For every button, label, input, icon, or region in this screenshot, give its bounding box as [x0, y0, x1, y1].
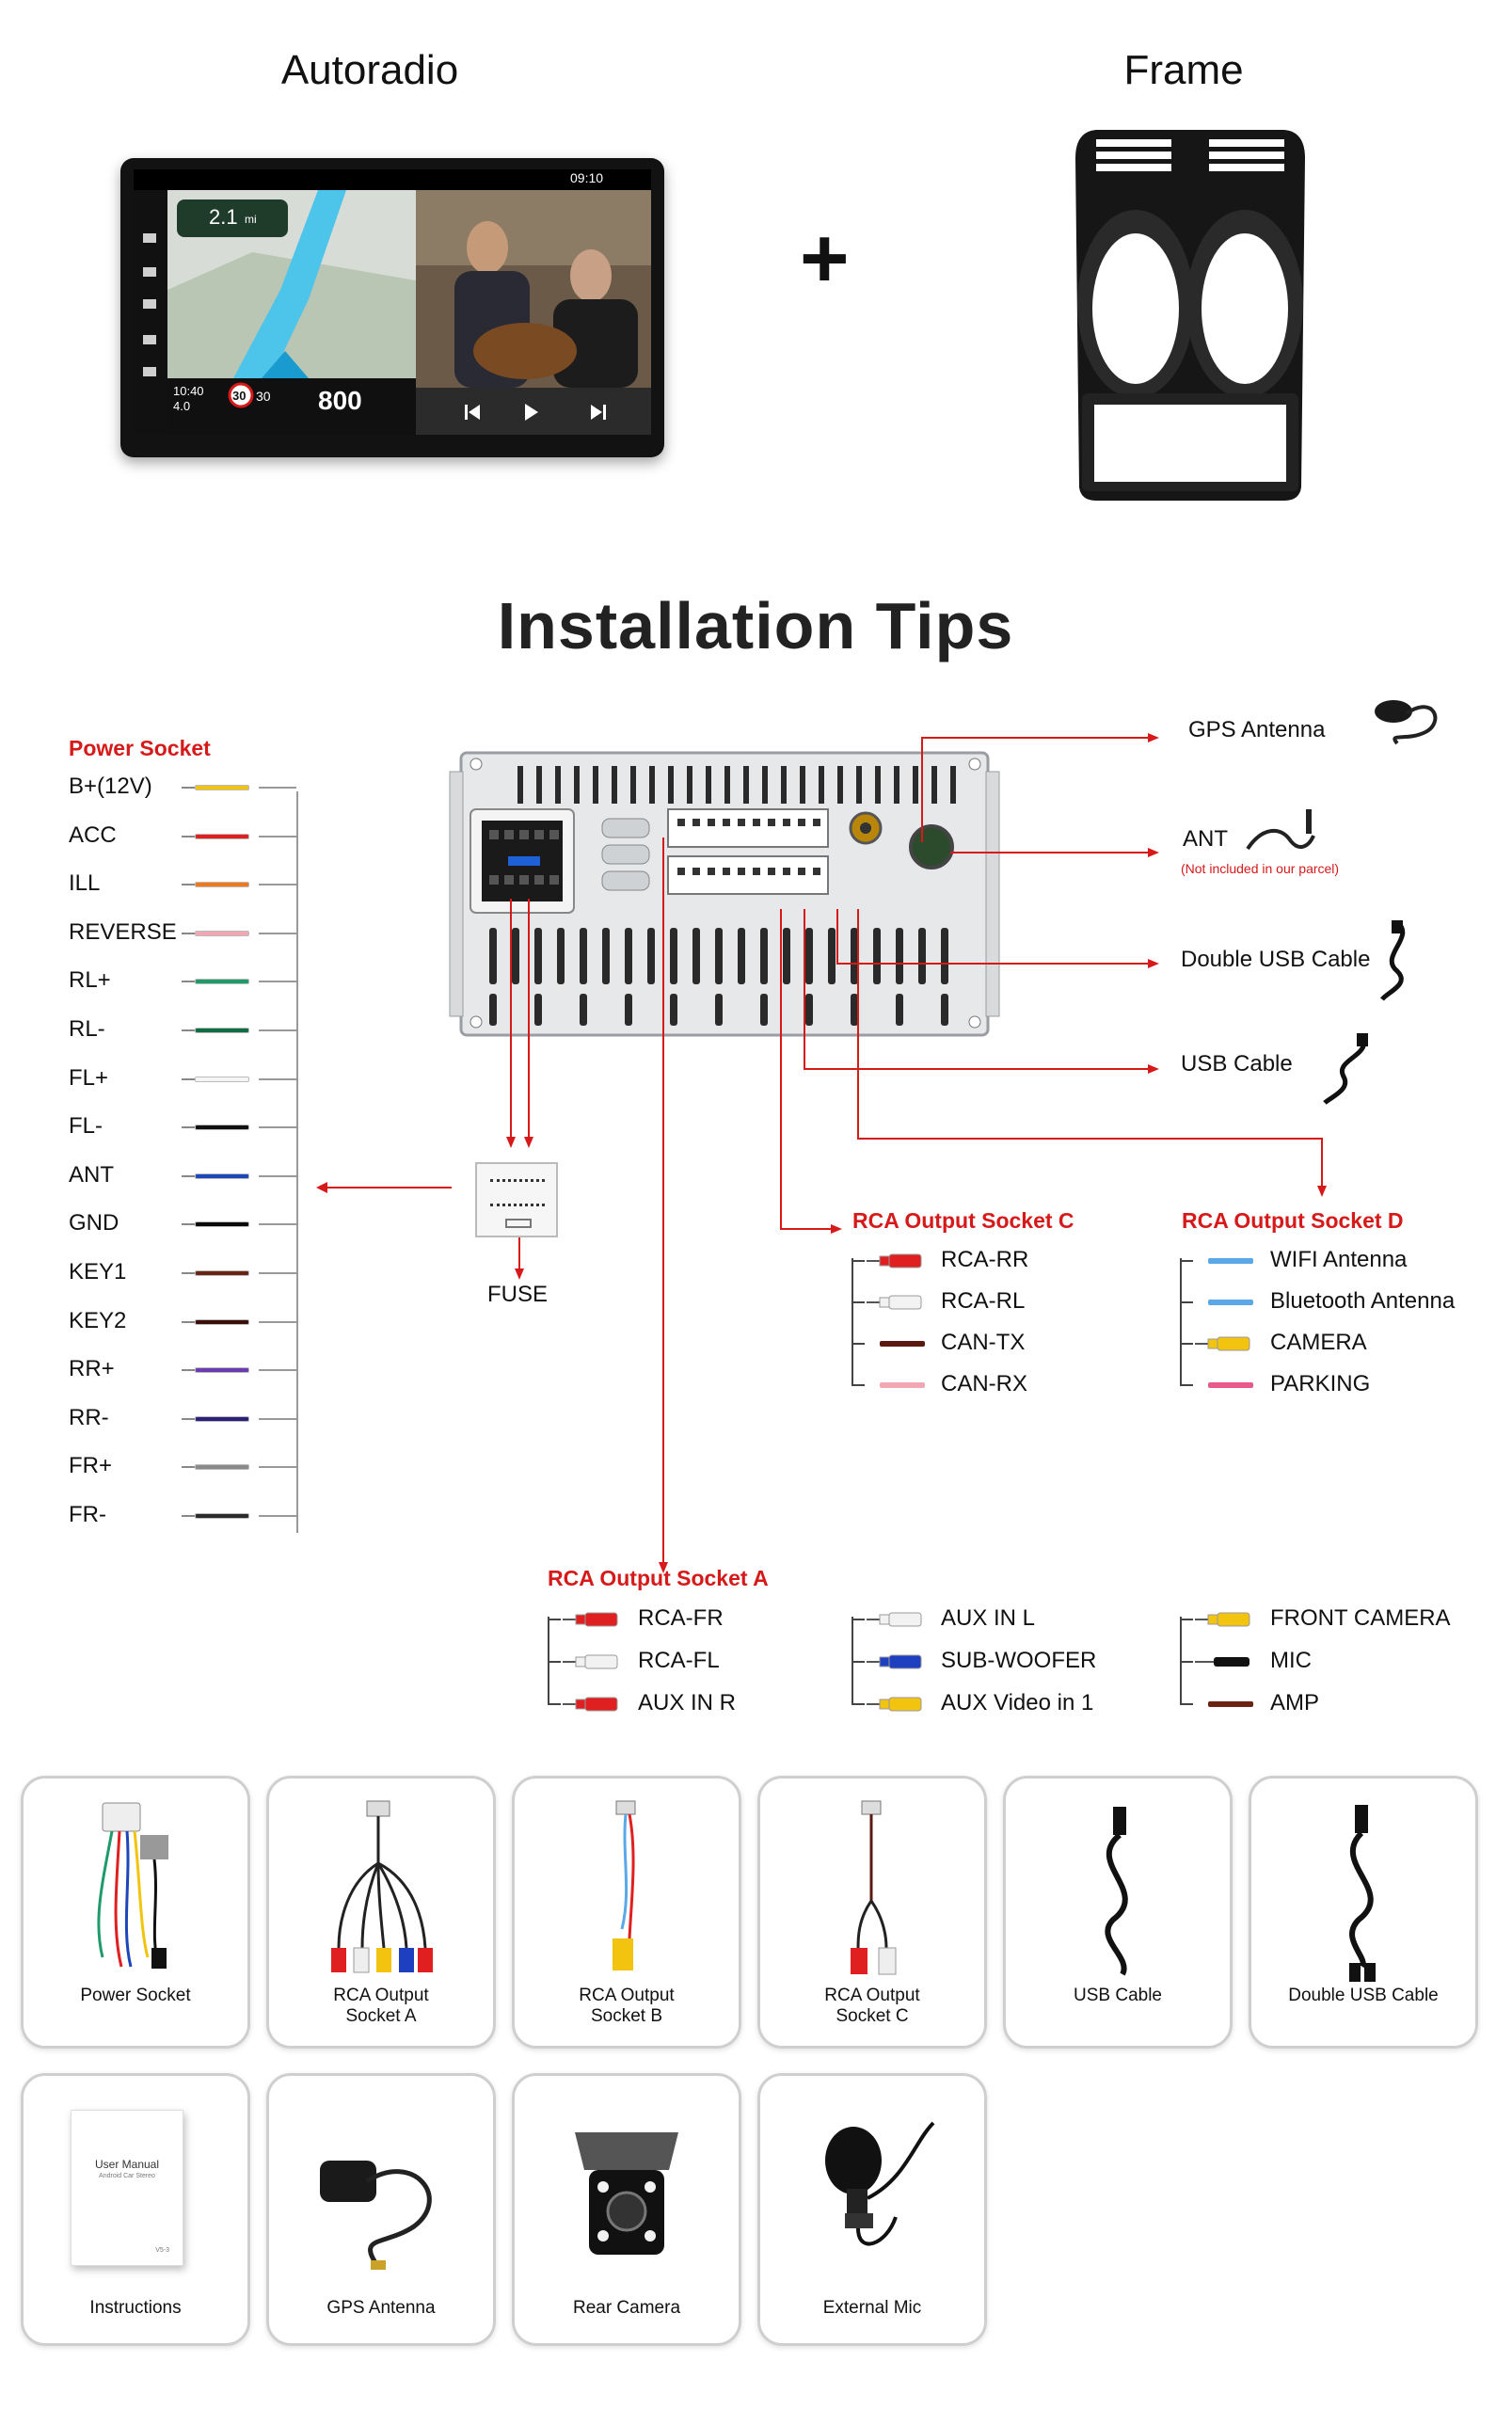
socket-wire-swatch: [880, 1382, 925, 1388]
usb-cable-icon: [1006, 1797, 1230, 1989]
socket-item-label: AUX IN L: [941, 1605, 1036, 1631]
rca-harness-b-icon: [515, 1797, 739, 1989]
rca-plug-icon: [867, 1294, 925, 1311]
fuse-box-icon: [475, 1162, 558, 1237]
power-wire-label: FL-: [69, 1113, 103, 1140]
gps-antenna-icon: [1369, 685, 1444, 751]
power-wire-label: RR+: [69, 1356, 115, 1382]
socket-stub-line: [548, 1661, 561, 1663]
power-socket-title: Power Socket: [69, 736, 211, 760]
gps-antenna-icon: [269, 2095, 493, 2287]
power-wire-label: ANT: [69, 1161, 114, 1188]
power-wire-label: FR-: [69, 1502, 106, 1527]
socket-bracket-line: [1180, 1258, 1182, 1386]
socket-item-label: RCA-RL: [941, 1288, 1026, 1314]
socket-item-label: RCA-RR: [941, 1247, 1029, 1272]
power-wire-label: RL-: [69, 1016, 105, 1042]
fuse-label: FUSE: [487, 1282, 549, 1307]
rca-plug-icon: [867, 1696, 925, 1713]
socket-item-label: SUB-WOOFER: [941, 1648, 1097, 1673]
manual-title: User Manual: [94, 2158, 160, 2171]
screen-remaining: 800: [318, 386, 362, 415]
rca-plug-icon: [1195, 1611, 1253, 1628]
socket-stub-line: [851, 1703, 865, 1705]
socket-stub-line: [1180, 1619, 1193, 1620]
rca-plug-icon: [563, 1696, 621, 1713]
rca-plug-icon: [867, 1653, 925, 1670]
rca-plug-icon: [867, 1252, 925, 1269]
power-wire-label: FL+: [69, 1064, 109, 1091]
screen-speed-limit: 30: [232, 389, 247, 403]
screen-clock: 09:10: [570, 170, 604, 185]
accessory-card: [21, 1776, 250, 2049]
ant-label: ANT: [1183, 826, 1228, 852]
ant-cable-icon: [1244, 807, 1319, 856]
rca-plug-icon: [867, 1611, 925, 1628]
accessory-label: RCA Output Socket C: [824, 1986, 920, 2026]
accessory-label: GPS Antenna: [326, 2298, 436, 2318]
power-wire-label: KEY2: [69, 1307, 127, 1333]
socket-wire-swatch: [1208, 1701, 1253, 1707]
screen-distance-unit: mi: [245, 213, 257, 226]
accessory-label: RCA Output Socket A: [333, 1986, 429, 2026]
socket-c-title: RCA Output Socket C: [852, 1208, 1074, 1233]
socket-item-label: AMP: [1270, 1690, 1320, 1715]
socket-stub-line: [1180, 1384, 1193, 1386]
socket-stub-line: [851, 1343, 865, 1345]
power-wire-label: B+(12V): [69, 774, 152, 799]
manual-icon: [71, 2110, 183, 2266]
socket-stub-line: [851, 1384, 865, 1386]
power-wire-label: RL+: [69, 967, 111, 994]
socket-item-label: PARKING: [1270, 1371, 1371, 1396]
socket-stub-line: [548, 1703, 561, 1705]
accessory-card: [266, 2073, 496, 2346]
accessory-label: USB Cable: [1074, 1986, 1162, 2005]
socket-item-label: CAMERA: [1270, 1330, 1367, 1355]
screen-distance: 2.1: [209, 205, 238, 229]
socket-bracket-line: [851, 1258, 853, 1386]
socket-item-label: MIC: [1270, 1648, 1312, 1673]
socket-d-title: RCA Output Socket D: [1182, 1208, 1404, 1233]
power-wire-label: RR-: [69, 1404, 109, 1430]
socket-wire-swatch: [1208, 1258, 1253, 1264]
rca-plug-icon: [1195, 1335, 1253, 1352]
socket-wire-swatch: [1208, 1382, 1253, 1388]
accessory-card: [512, 1776, 741, 2049]
usb-cable-small-icon: [1315, 1031, 1376, 1107]
screen-speed: 30: [256, 389, 271, 404]
accessory-label: RCA Output Socket B: [579, 1986, 675, 2026]
accessory-card: [21, 2073, 250, 2346]
accessory-card: [1249, 1776, 1478, 2049]
power-wire-label: ACC: [69, 822, 117, 848]
double-usb-label: Double USB Cable: [1181, 947, 1371, 972]
socket-stub-line: [1180, 1343, 1193, 1345]
socket-item-label: FRONT CAMERA: [1270, 1605, 1451, 1631]
socket-item-label: AUX IN R: [638, 1690, 737, 1715]
socket-item-label: RCA-FR: [638, 1605, 724, 1631]
socket-wire-swatch: [1208, 1300, 1253, 1305]
mic-plug-icon: [1195, 1655, 1253, 1668]
socket-stub-line: [548, 1619, 561, 1620]
power-socket-harness-icon: [24, 1797, 247, 1989]
accessory-card: [512, 2073, 741, 2346]
double-usb-cable-icon: [1251, 1797, 1475, 1989]
accessory-card: [1003, 1776, 1233, 2049]
socket-item-label: RCA-FL: [638, 1648, 720, 1673]
rca-harness-c-icon: [760, 1797, 984, 1989]
power-wire-label: REVERSE: [69, 918, 177, 945]
power-wire-label: ILL: [69, 870, 101, 897]
manual-subtitle: Android Car Stereo: [99, 2173, 155, 2179]
power-wire-label: FR+: [69, 1453, 113, 1479]
plus-sign: +: [800, 212, 850, 306]
power-wire-label: KEY1: [69, 1259, 127, 1284]
power-wire-label: GND: [69, 1210, 119, 1236]
socket-stub-line: [1180, 1703, 1193, 1705]
accessory-label: Rear Camera: [572, 2298, 681, 2318]
autoradio-title: Autoradio: [280, 47, 459, 93]
rear-camera-icon: [515, 2095, 739, 2287]
rca-plug-icon: [563, 1611, 621, 1628]
ant-note: (Not included in our parcel): [1181, 861, 1340, 876]
accessory-label: Power Socket: [80, 1986, 191, 2005]
accessory-label: Instructions: [89, 2298, 182, 2318]
socket-stub-line: [851, 1301, 865, 1303]
external-mic-icon: [760, 2095, 984, 2287]
socket-stub-line: [851, 1260, 865, 1262]
usb-label: USB Cable: [1181, 1051, 1293, 1077]
socket-wire-swatch: [880, 1341, 925, 1347]
screen-dist-left: 4.0: [173, 399, 191, 413]
socket-item-label: CAN-RX: [941, 1371, 1028, 1396]
gps-antenna-label: GPS Antenna: [1188, 717, 1326, 742]
socket-stub-line: [851, 1661, 865, 1663]
accessory-card: [757, 2073, 987, 2346]
socket-stub-line: [851, 1619, 865, 1620]
socket-item-label: CAN-TX: [941, 1330, 1026, 1355]
accessory-card: [757, 1776, 987, 2049]
screen-time-left: 10:40: [173, 384, 204, 398]
accessory-label: Double USB Cable: [1288, 1986, 1439, 2005]
frame-title: Frame: [1123, 47, 1244, 93]
socket-item-label: WIFI Antenna: [1270, 1247, 1408, 1272]
socket-item-label: AUX Video in 1: [941, 1690, 1094, 1715]
socket-stub-line: [1180, 1661, 1193, 1663]
socket-a-title: RCA Output Socket A: [548, 1566, 769, 1590]
accessory-card: [266, 1776, 496, 2049]
accessory-label: External Mic: [822, 2298, 922, 2318]
rca-plug-icon: [563, 1653, 621, 1670]
socket-item-label: Bluetooth Antenna: [1270, 1288, 1456, 1314]
double-usb-icon: [1369, 918, 1425, 1003]
rca-harness-a-icon: [269, 1797, 493, 1989]
socket-stub-line: [1180, 1260, 1193, 1262]
manual-code: V5-3: [155, 2247, 169, 2254]
socket-stub-line: [1180, 1301, 1193, 1303]
installation-title: Installation Tips: [497, 589, 1014, 662]
